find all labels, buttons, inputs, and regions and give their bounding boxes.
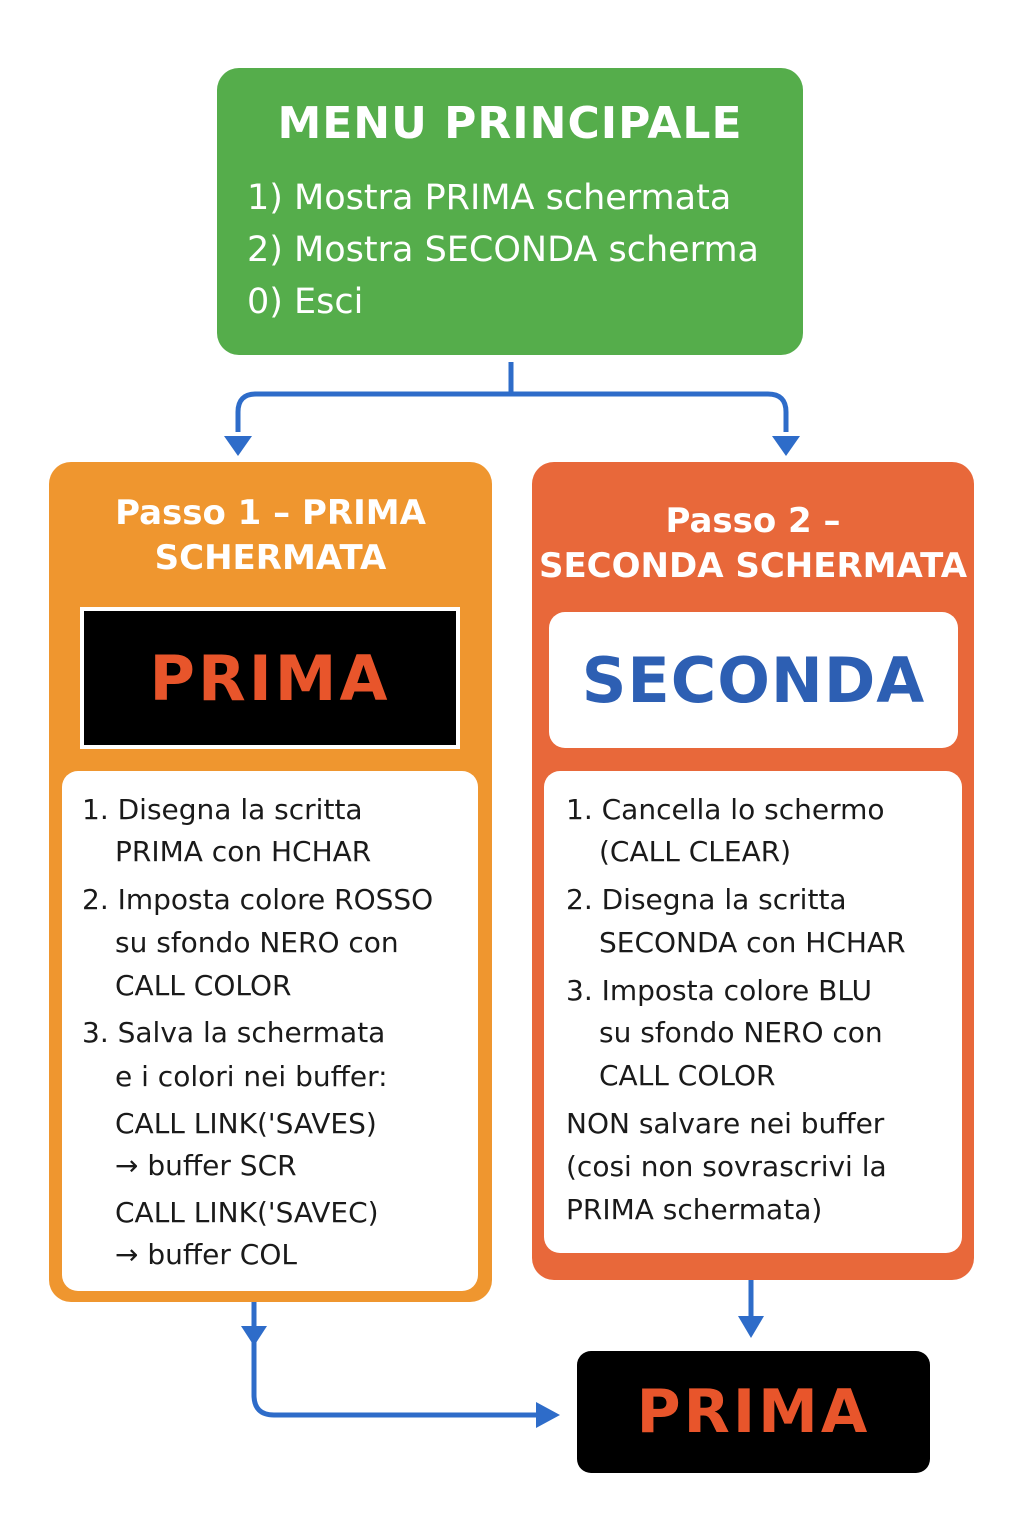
step2-line: 2. Disegna la scritta [566,883,847,916]
result-screen: PRIMA [577,1351,930,1473]
menu-connector [238,362,786,432]
step1-line: → buffer SCR [115,1149,297,1182]
step1-to-result-line [254,1290,538,1415]
arrow-to-step1 [224,436,252,456]
step1-screen-preview: PRIMA [80,607,460,749]
arrow-to-step2 [772,436,800,456]
menu-title: MENU PRINCIPALE [277,98,743,149]
step1-line: CALL LINK('SAVES) [115,1107,377,1140]
arrow-step1-marker [241,1326,267,1346]
step2-line: CALL COLOR [599,1059,776,1092]
menu-item-1[interactable]: 1) Mostra PRIMA schermata [247,178,732,218]
step1-line: su sfondo NERO con [115,926,399,959]
step1-title-line2: SCHERMATA [154,538,387,578]
menu-item-2[interactable]: 2) Mostra SECONDA scherma [247,230,759,270]
step1-panel [49,462,492,1302]
step2-panel [532,462,974,1280]
arrow-step2-to-result [738,1316,764,1338]
step2-instructions-card [544,771,962,1253]
step2-title-line2: SECONDA SCHERMATA [538,546,968,586]
step1-line: CALL LINK('SAVEC) [115,1196,379,1229]
step1-line: 1. Disegna la scritta [82,793,363,826]
step2-line: PRIMA schermata) [566,1193,823,1226]
step1-line: CALL COLOR [115,969,292,1002]
step2-line: (CALL CLEAR) [599,835,792,868]
arrow-step1-to-result [536,1402,560,1428]
step1-instructions-card [62,771,478,1291]
step2-title-line1: Passo 2 – [665,501,841,541]
step1-line: e i colori nei buffer: [115,1060,388,1093]
step1-line: 2. Imposta colore ROSSO [82,883,434,916]
step1-line: 3. Salva la schermata [82,1016,386,1049]
step1-title-line1: Passo 1 – PRIMA [115,493,426,533]
step1-line: PRIMA con HCHAR [115,835,372,868]
step2-line: NON salvare nei buffer [566,1107,885,1140]
step2-line: 1. Cancella lo schermo [566,793,885,826]
step1-line: → buffer COL [115,1238,297,1271]
step2-screen-preview: SECONDA [549,612,958,748]
step2-line: (cosi non sovrascrivi la [566,1150,887,1183]
step2-line: 3. Imposta colore BLU [566,974,873,1007]
menu-item-0[interactable]: 0) Esci [247,282,364,322]
step2-line: SECONDA con HCHAR [599,926,906,959]
main-menu-box [217,68,803,355]
step2-line: su sfondo NERO con [599,1016,883,1049]
